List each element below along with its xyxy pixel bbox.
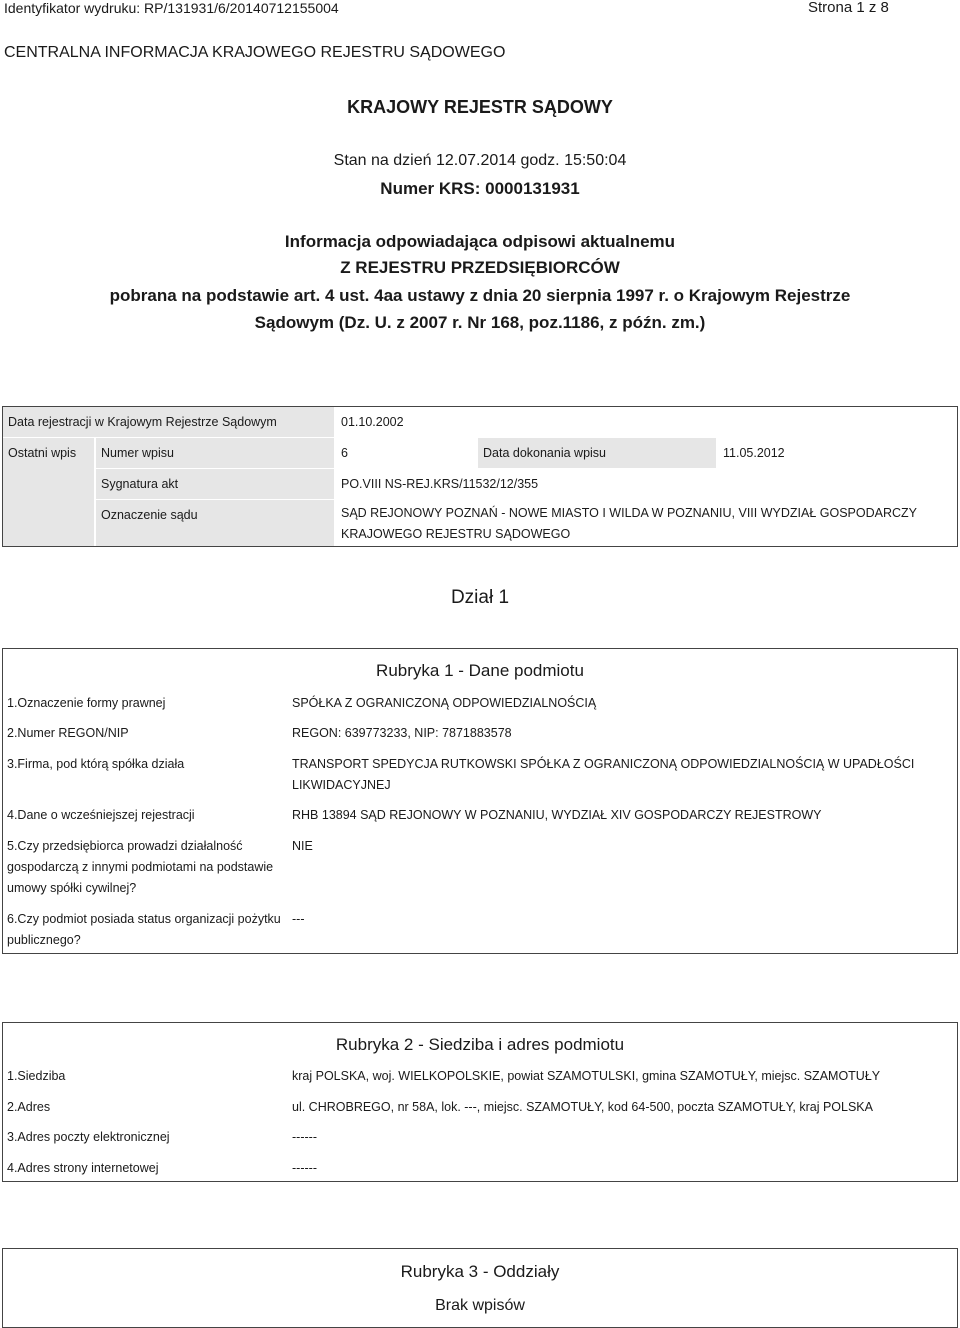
r2-row3-value: ------	[292, 1130, 317, 1144]
info-line-2: Z REJESTRU PRZEDSIĘBIORCÓW	[340, 258, 620, 277]
r1-row6-value: ---	[292, 912, 305, 926]
r2-row1-label: 1.Siedziba	[7, 1069, 66, 1083]
entry-number-value: 6	[341, 446, 348, 460]
r1-row3-label: 3.Firma, pod którą spółka działa	[7, 757, 185, 771]
r1-row4-value: RHB 13894 SĄD REJONOWY W POZNANIU, WYDZIAŁ XIV GOSPODARCZY REJESTROWY	[292, 808, 822, 822]
entry-date-value: 11.05.2012	[723, 446, 785, 460]
rubryka-2-title: Rubryka 2 - Siedziba i adres podmiotu	[335, 1035, 625, 1054]
page-title: KRAJOWY REJESTR SĄDOWY	[347, 97, 613, 117]
court-value: SĄD REJONOWY POZNAŃ - NOWE MIASTO I WILDA W POZNANIU, VIII WYDZIAŁ GOSPODARCZY KRAJOWEGO REJESTRU SĄDOWEGO	[341, 506, 917, 541]
registration-date-value: 01.10.2002	[341, 415, 404, 429]
r1-row1-value: SPÓŁKA Z OGRANICZONĄ ODPOWIEDZIALNOŚCIĄ	[292, 696, 597, 710]
r1-row2-label: 2.Numer REGON/NIP	[7, 726, 129, 740]
entry-number-label: Numer wpisu	[96, 438, 334, 468]
signature-value: PO.VIII NS-REJ.KRS/11532/12/355	[341, 477, 539, 491]
legal-basis-2: Sądowym (Dz. U. z 2007 r. Nr 168, poz.1186, z późn. zm.)	[254, 313, 706, 332]
registration-date-label: Data rejestracji w Krajowym Rejestrze Sądowym	[3, 407, 334, 437]
r1-row5-value: NIE	[292, 839, 313, 853]
r1-row1-label: 1.Oznaczenie formy prawnej	[7, 696, 166, 710]
r2-row2-value: ul. CHROBREGO, nr 58A, lok. ---, miejsc. SZAMOTUŁY, kod 64-500, poczta SZAMOTUŁY, kraj POLSKA	[292, 1100, 873, 1114]
rubryka-3-title: Rubryka 3 - Oddziały	[400, 1262, 560, 1281]
r1-row6-label: 6.Czy podmiot posiada status organizacji pożytku publicznego?	[7, 912, 281, 947]
r2-row4-value: ------	[292, 1161, 317, 1175]
r2-row4-label: 4.Adres strony internetowej	[7, 1161, 159, 1175]
r1-row3-value: TRANSPORT SPEDYCJA RUTKOWSKI SPÓŁKA Z OGRANICZONĄ ODPOWIEDZIALNOŚCIĄ W UPADŁOŚCI LIKWIDACYJNEJ	[292, 757, 915, 792]
court-label: Oznaczenie sądu	[96, 500, 334, 546]
legal-basis-1: pobrana na podstawie art. 4 ust. 4aa ustawy z dnia 20 sierpnia 1997 r. o Krajowym Rejestrze	[109, 286, 851, 305]
r1-row5-label: 5.Czy przedsiębiorca prowadzi działalność gospodarczą z innymi podmiotami na podstawie umowy spółki cywilnej?	[7, 839, 274, 895]
section-title: Dział 1	[450, 587, 510, 608]
entry-date-label: Data dokonania wpisu	[478, 438, 716, 468]
last-entry-label: Ostatni wpis	[3, 438, 94, 546]
status-date: Stan na dzień 12.07.2014 godz. 15:50:04	[333, 152, 627, 169]
r2-row3-label: 3.Adres poczty elektronicznej	[7, 1130, 170, 1144]
r1-row4-label: 4.Dane o wcześniejszej rejestracji	[7, 808, 195, 822]
rubryka-1-title: Rubryka 1 - Dane podmiotu	[376, 661, 584, 680]
print-identifier: Identyfikator wydruku: RP/131931/6/20140712155004	[4, 0, 339, 16]
krs-number: Numer KRS: 0000131931	[380, 179, 580, 198]
r1-row2-value: REGON: 639773233, NIP: 7871883578	[292, 726, 512, 740]
r2-row2-label: 2.Adres	[7, 1100, 51, 1114]
signature-label: Sygnatura akt	[96, 469, 334, 499]
no-entries-text: Brak wpisów	[435, 1297, 525, 1314]
r2-row1-value: kraj POLSKA, woj. WIELKOPOLSKIE, powiat SZAMOTULSKI, gmina SZAMOTUŁY, miejsc. SZAMOTUŁY	[292, 1069, 881, 1083]
info-line-1: Informacja odpowiadająca odpisowi aktualnemu	[284, 232, 676, 251]
org-name: CENTRALNA INFORMACJA KRAJOWEGO REJESTRU SĄDOWEGO	[4, 44, 506, 61]
page-number: Strona 1 z 8	[808, 0, 889, 16]
